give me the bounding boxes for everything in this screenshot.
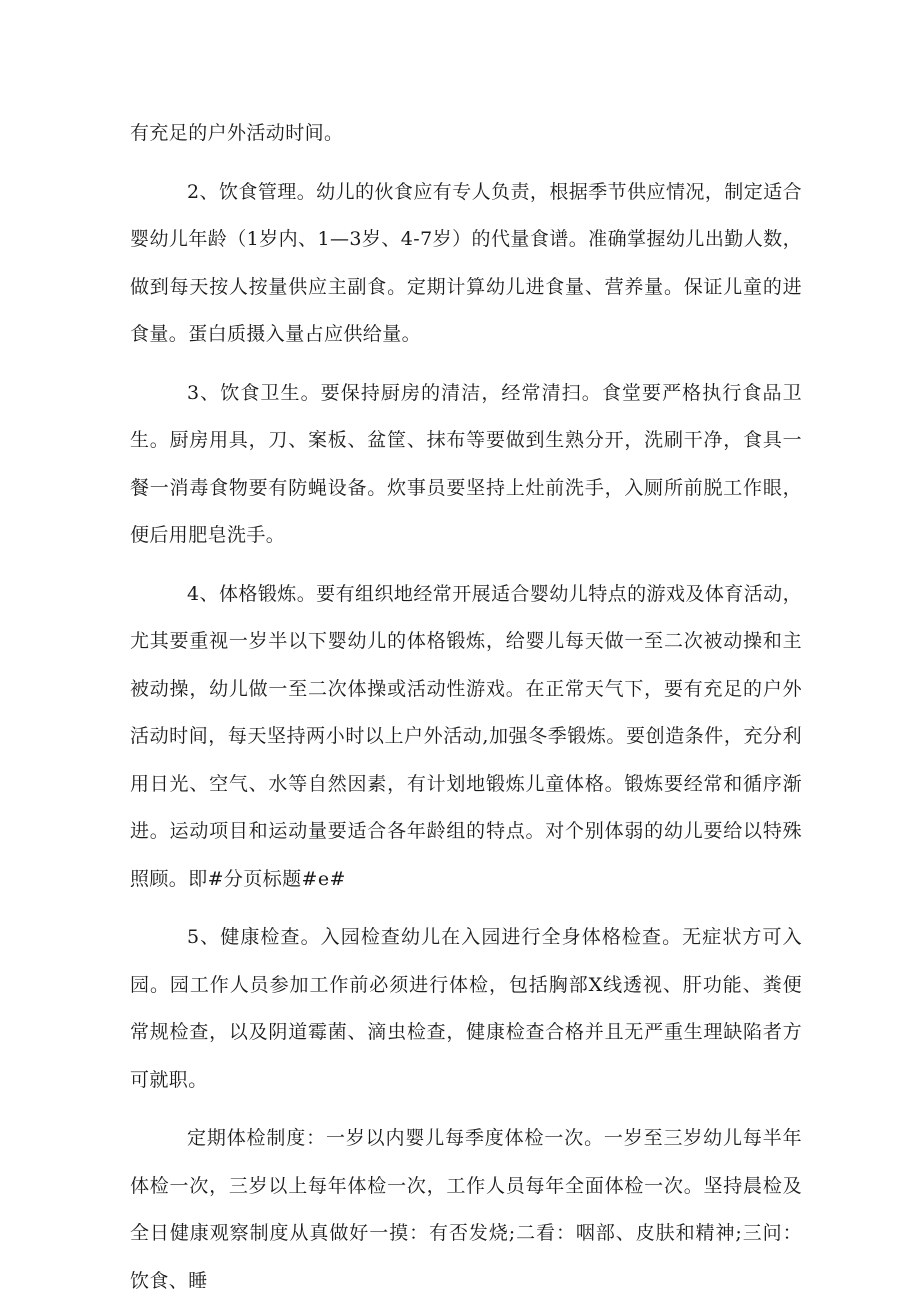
paragraph-health-check: 5、健康检查。入园检查幼儿在入园进行全身体格检查。无症状方可入园。园工作人员参加工作前必须进行体检，包括胸部X线透视、肝功能、粪便常规检查，以及阴道霉菌、滴虫检查，健康检查合格并且无严重生理缺陷者方可就职。 (130, 926, 802, 1091)
paragraph-diet-management: 2、饮食管理。幼儿的伙食应有专人负责，根据季节供应情况，制定适合婴幼儿年龄（1岁内、1—3岁、4-7岁）的代量食谱。准确掌握幼儿出勤人数，做到每天按人按量供应主副食。定期计算幼儿进食量、营养量。保证儿童的进食量。蛋白质摄入量占应供给量。 (130, 180, 802, 345)
paragraph-diet-hygiene: 3、饮食卫生。要保持厨房的清洁，经常清扫。食堂要严格执行食品卫生。厨房用具，刀、案板、盆筐、抹布等要做到生熟分开，洗刷干净，食具一餐一消毒食物要有防蝇设备。炊事员要坚持上灶前洗手，入厕所前脱工作眼，便后用肥皂洗手。 (130, 381, 802, 546)
paragraph-continuation: 有充足的户外活动时间。 (130, 122, 344, 144)
paragraph-physical-exercise: 4、体格锻炼。要有组织地经常开展适合婴幼儿特点的游戏及体育活动，尤其要重视一岁半以下婴幼儿的体格锻炼，给婴儿每天做一至二次被动操和主被动操，幼儿做一至二次体操或活动性游戏。在正常天气下，要有充足的户外活动时间，每天坚持两小时以上户外活动,加强冬季锻炼。要创造条件，充分利用日光、空气、水等自然因素，有计划地锻炼儿童体格。锻炼要经常和循序渐进。运动项目和运动量要适合各年龄组的特点。对个别体弱的幼儿要给以特殊照顾。即#分页标题#e# (130, 582, 802, 890)
paragraph-regular-checkup: 定期体检制度：一岁以内婴儿每季度体检一次。一岁至三岁幼儿每半年体检一次，三岁以上每年体检一次，工作人员每年全面体检一次。坚持晨检及全日健康观察制度从真做好一摸：有否发烧;二看：咽部、皮肤和精神;三问：饮食、睡 (130, 1127, 802, 1292)
document-body (130, 110, 802, 1316)
